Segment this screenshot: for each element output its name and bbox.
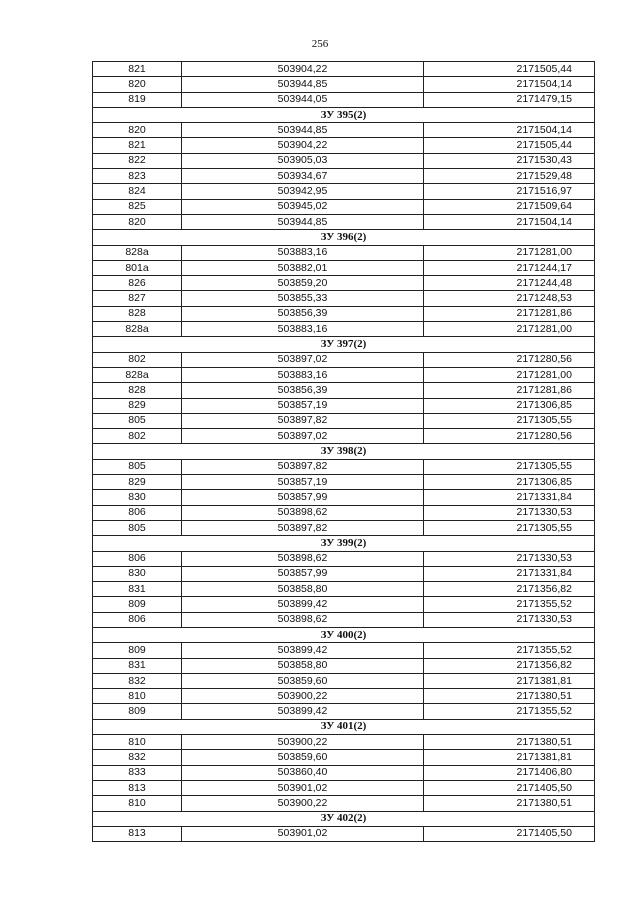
table-row — [93, 612, 595, 627]
x-coordinate-cell: 503944,05 — [182, 92, 424, 107]
point-number-cell: 802 — [93, 429, 182, 444]
y-coordinate-cell: 2171380,51 — [424, 689, 595, 704]
x-coordinate-cell: 503944,85 — [182, 123, 424, 138]
table-row — [93, 62, 595, 77]
y-coordinate-cell: 2171305,55 — [424, 459, 595, 474]
y-coordinate-cell: 2171355,52 — [424, 597, 595, 612]
section-title: ЗУ 396(2) — [93, 230, 595, 245]
y-coordinate-cell: 2171381,81 — [424, 673, 595, 688]
point-number-cell: 827 — [93, 291, 182, 306]
point-number-cell: 805 — [93, 459, 182, 474]
section-header-row — [93, 719, 595, 734]
y-coordinate-cell: 2171504,14 — [424, 214, 595, 229]
y-coordinate-cell: 2171280,56 — [424, 352, 595, 367]
x-coordinate-cell: 503904,22 — [182, 138, 424, 153]
x-coordinate-cell: 503857,99 — [182, 566, 424, 581]
table-row — [93, 245, 595, 260]
table-row — [93, 199, 595, 214]
point-number-cell: 828а — [93, 245, 182, 260]
x-coordinate-cell: 503900,22 — [182, 735, 424, 750]
table-row — [93, 459, 595, 474]
table-row — [93, 520, 595, 535]
point-number-cell: 820 — [93, 123, 182, 138]
point-number-cell: 824 — [93, 184, 182, 199]
point-number-cell: 813 — [93, 826, 182, 841]
y-coordinate-cell: 2171306,85 — [424, 475, 595, 490]
coordinates-table — [92, 61, 595, 842]
y-coordinate-cell: 2171516,97 — [424, 184, 595, 199]
x-coordinate-cell: 503898,62 — [182, 612, 424, 627]
table-row — [93, 138, 595, 153]
y-coordinate-cell: 2171306,85 — [424, 398, 595, 413]
y-coordinate-cell: 2171281,86 — [424, 383, 595, 398]
section-title: ЗУ 402(2) — [93, 811, 595, 826]
x-coordinate-cell: 503883,16 — [182, 245, 424, 260]
point-number-cell: 828а — [93, 367, 182, 382]
y-coordinate-cell: 2171405,50 — [424, 780, 595, 795]
x-coordinate-cell: 503860,40 — [182, 765, 424, 780]
point-number-cell: 823 — [93, 169, 182, 184]
table-row — [93, 367, 595, 382]
section-header-row — [93, 444, 595, 459]
point-number-cell: 829 — [93, 475, 182, 490]
y-coordinate-cell: 2171331,84 — [424, 566, 595, 581]
table-row — [93, 643, 595, 658]
x-coordinate-cell: 503942,95 — [182, 184, 424, 199]
x-coordinate-cell: 503859,20 — [182, 276, 424, 291]
x-coordinate-cell: 503883,16 — [182, 322, 424, 337]
y-coordinate-cell: 2171505,44 — [424, 138, 595, 153]
section-header-row — [93, 107, 595, 122]
table-row — [93, 153, 595, 168]
y-coordinate-cell: 2171356,82 — [424, 582, 595, 597]
x-coordinate-cell: 503945,02 — [182, 199, 424, 214]
y-coordinate-cell: 2171406,80 — [424, 765, 595, 780]
point-number-cell: 831 — [93, 658, 182, 673]
point-number-cell: 813 — [93, 780, 182, 795]
y-coordinate-cell: 2171405,50 — [424, 826, 595, 841]
y-coordinate-cell: 2171305,55 — [424, 413, 595, 428]
y-coordinate-cell: 2171330,53 — [424, 505, 595, 520]
x-coordinate-cell: 503856,39 — [182, 383, 424, 398]
section-title: ЗУ 399(2) — [93, 536, 595, 551]
y-coordinate-cell: 2171244,17 — [424, 260, 595, 275]
table-row — [93, 184, 595, 199]
point-number-cell: 820 — [93, 214, 182, 229]
y-coordinate-cell: 2171381,81 — [424, 750, 595, 765]
point-number-cell: 810 — [93, 689, 182, 704]
y-coordinate-cell: 2171244,48 — [424, 276, 595, 291]
table-row — [93, 322, 595, 337]
point-number-cell: 806 — [93, 551, 182, 566]
table-row — [93, 352, 595, 367]
x-coordinate-cell: 503899,42 — [182, 597, 424, 612]
point-number-cell: 829 — [93, 398, 182, 413]
x-coordinate-cell: 503898,62 — [182, 505, 424, 520]
x-coordinate-cell: 503858,80 — [182, 658, 424, 673]
x-coordinate-cell: 503857,99 — [182, 490, 424, 505]
table-row — [93, 169, 595, 184]
x-coordinate-cell: 503897,02 — [182, 429, 424, 444]
y-coordinate-cell: 2171504,14 — [424, 77, 595, 92]
x-coordinate-cell: 503897,82 — [182, 459, 424, 474]
section-title: ЗУ 401(2) — [93, 719, 595, 734]
x-coordinate-cell: 503901,02 — [182, 826, 424, 841]
point-number-cell: 820 — [93, 77, 182, 92]
section-title: ЗУ 398(2) — [93, 444, 595, 459]
table-row — [93, 276, 595, 291]
x-coordinate-cell: 503883,16 — [182, 367, 424, 382]
section-title: ЗУ 397(2) — [93, 337, 595, 352]
point-number-cell: 832 — [93, 673, 182, 688]
point-number-cell: 802 — [93, 352, 182, 367]
table-row — [93, 306, 595, 321]
x-coordinate-cell: 503904,22 — [182, 62, 424, 77]
x-coordinate-cell: 503897,82 — [182, 413, 424, 428]
point-number-cell: 806 — [93, 505, 182, 520]
table-row — [93, 673, 595, 688]
y-coordinate-cell: 2171281,00 — [424, 367, 595, 382]
section-header-row — [93, 337, 595, 352]
table-row — [93, 551, 595, 566]
y-coordinate-cell: 2171281,86 — [424, 306, 595, 321]
table-row — [93, 566, 595, 581]
table-row — [93, 689, 595, 704]
table-row — [93, 77, 595, 92]
y-coordinate-cell: 2171355,52 — [424, 704, 595, 719]
point-number-cell: 832 — [93, 750, 182, 765]
y-coordinate-cell: 2171305,55 — [424, 520, 595, 535]
point-number-cell: 809 — [93, 597, 182, 612]
y-coordinate-cell: 2171504,14 — [424, 123, 595, 138]
y-coordinate-cell: 2171281,00 — [424, 322, 595, 337]
x-coordinate-cell: 503934,67 — [182, 169, 424, 184]
table-row — [93, 582, 595, 597]
point-number-cell: 821 — [93, 138, 182, 153]
table-row — [93, 291, 595, 306]
x-coordinate-cell: 503859,60 — [182, 673, 424, 688]
y-coordinate-cell: 2171330,53 — [424, 551, 595, 566]
x-coordinate-cell: 503856,39 — [182, 306, 424, 321]
point-number-cell: 828 — [93, 306, 182, 321]
y-coordinate-cell: 2171530,43 — [424, 153, 595, 168]
y-coordinate-cell: 2171380,51 — [424, 796, 595, 811]
point-number-cell: 828а — [93, 322, 182, 337]
point-number-cell: 809 — [93, 704, 182, 719]
point-number-cell: 801а — [93, 260, 182, 275]
x-coordinate-cell: 503944,85 — [182, 214, 424, 229]
y-coordinate-cell: 2171280,56 — [424, 429, 595, 444]
table-row — [93, 704, 595, 719]
point-number-cell: 805 — [93, 520, 182, 535]
point-number-cell: 805 — [93, 413, 182, 428]
section-header-row — [93, 536, 595, 551]
point-number-cell: 826 — [93, 276, 182, 291]
table-row — [93, 413, 595, 428]
section-header-row — [93, 811, 595, 826]
y-coordinate-cell: 2171355,52 — [424, 643, 595, 658]
table-row — [93, 490, 595, 505]
y-coordinate-cell: 2171509,64 — [424, 199, 595, 214]
x-coordinate-cell: 503899,42 — [182, 704, 424, 719]
table-row — [93, 750, 595, 765]
y-coordinate-cell: 2171248,53 — [424, 291, 595, 306]
y-coordinate-cell: 2171529,48 — [424, 169, 595, 184]
y-coordinate-cell: 2171330,53 — [424, 612, 595, 627]
table-row — [93, 765, 595, 780]
table-row — [93, 780, 595, 795]
table-row — [93, 214, 595, 229]
point-number-cell: 831 — [93, 582, 182, 597]
section-header-row — [93, 230, 595, 245]
point-number-cell: 822 — [93, 153, 182, 168]
table-row — [93, 92, 595, 107]
table-row — [93, 398, 595, 413]
x-coordinate-cell: 503905,03 — [182, 153, 424, 168]
x-coordinate-cell: 503899,42 — [182, 643, 424, 658]
point-number-cell: 825 — [93, 199, 182, 214]
table-row — [93, 383, 595, 398]
x-coordinate-cell: 503855,33 — [182, 291, 424, 306]
x-coordinate-cell: 503900,22 — [182, 796, 424, 811]
table-row — [93, 123, 595, 138]
point-number-cell: 806 — [93, 612, 182, 627]
x-coordinate-cell: 503857,19 — [182, 475, 424, 490]
point-number-cell: 810 — [93, 796, 182, 811]
x-coordinate-cell: 503897,02 — [182, 352, 424, 367]
x-coordinate-cell: 503900,22 — [182, 689, 424, 704]
table-row — [93, 475, 595, 490]
y-coordinate-cell: 2171479,15 — [424, 92, 595, 107]
x-coordinate-cell: 503898,62 — [182, 551, 424, 566]
x-coordinate-cell: 503944,85 — [182, 77, 424, 92]
table-row — [93, 658, 595, 673]
y-coordinate-cell: 2171505,44 — [424, 62, 595, 77]
x-coordinate-cell: 503857,19 — [182, 398, 424, 413]
x-coordinate-cell: 503882,01 — [182, 260, 424, 275]
table-row — [93, 260, 595, 275]
point-number-cell: 833 — [93, 765, 182, 780]
x-coordinate-cell: 503901,02 — [182, 780, 424, 795]
y-coordinate-cell: 2171281,00 — [424, 245, 595, 260]
point-number-cell: 819 — [93, 92, 182, 107]
y-coordinate-cell: 2171356,82 — [424, 658, 595, 673]
section-title: ЗУ 395(2) — [93, 107, 595, 122]
page-number: 256 — [311, 38, 329, 50]
x-coordinate-cell: 503858,80 — [182, 582, 424, 597]
point-number-cell: 830 — [93, 490, 182, 505]
table-row — [93, 796, 595, 811]
point-number-cell: 830 — [93, 566, 182, 581]
section-header-row — [93, 627, 595, 642]
point-number-cell: 809 — [93, 643, 182, 658]
table-row — [93, 505, 595, 520]
table-row — [93, 429, 595, 444]
point-number-cell: 828 — [93, 383, 182, 398]
point-number-cell: 810 — [93, 735, 182, 750]
y-coordinate-cell: 2171331,84 — [424, 490, 595, 505]
table-row — [93, 597, 595, 612]
x-coordinate-cell: 503897,82 — [182, 520, 424, 535]
point-number-cell: 821 — [93, 62, 182, 77]
table-row — [93, 735, 595, 750]
section-title: ЗУ 400(2) — [93, 627, 595, 642]
x-coordinate-cell: 503859,60 — [182, 750, 424, 765]
table-row — [93, 826, 595, 841]
y-coordinate-cell: 2171380,51 — [424, 735, 595, 750]
